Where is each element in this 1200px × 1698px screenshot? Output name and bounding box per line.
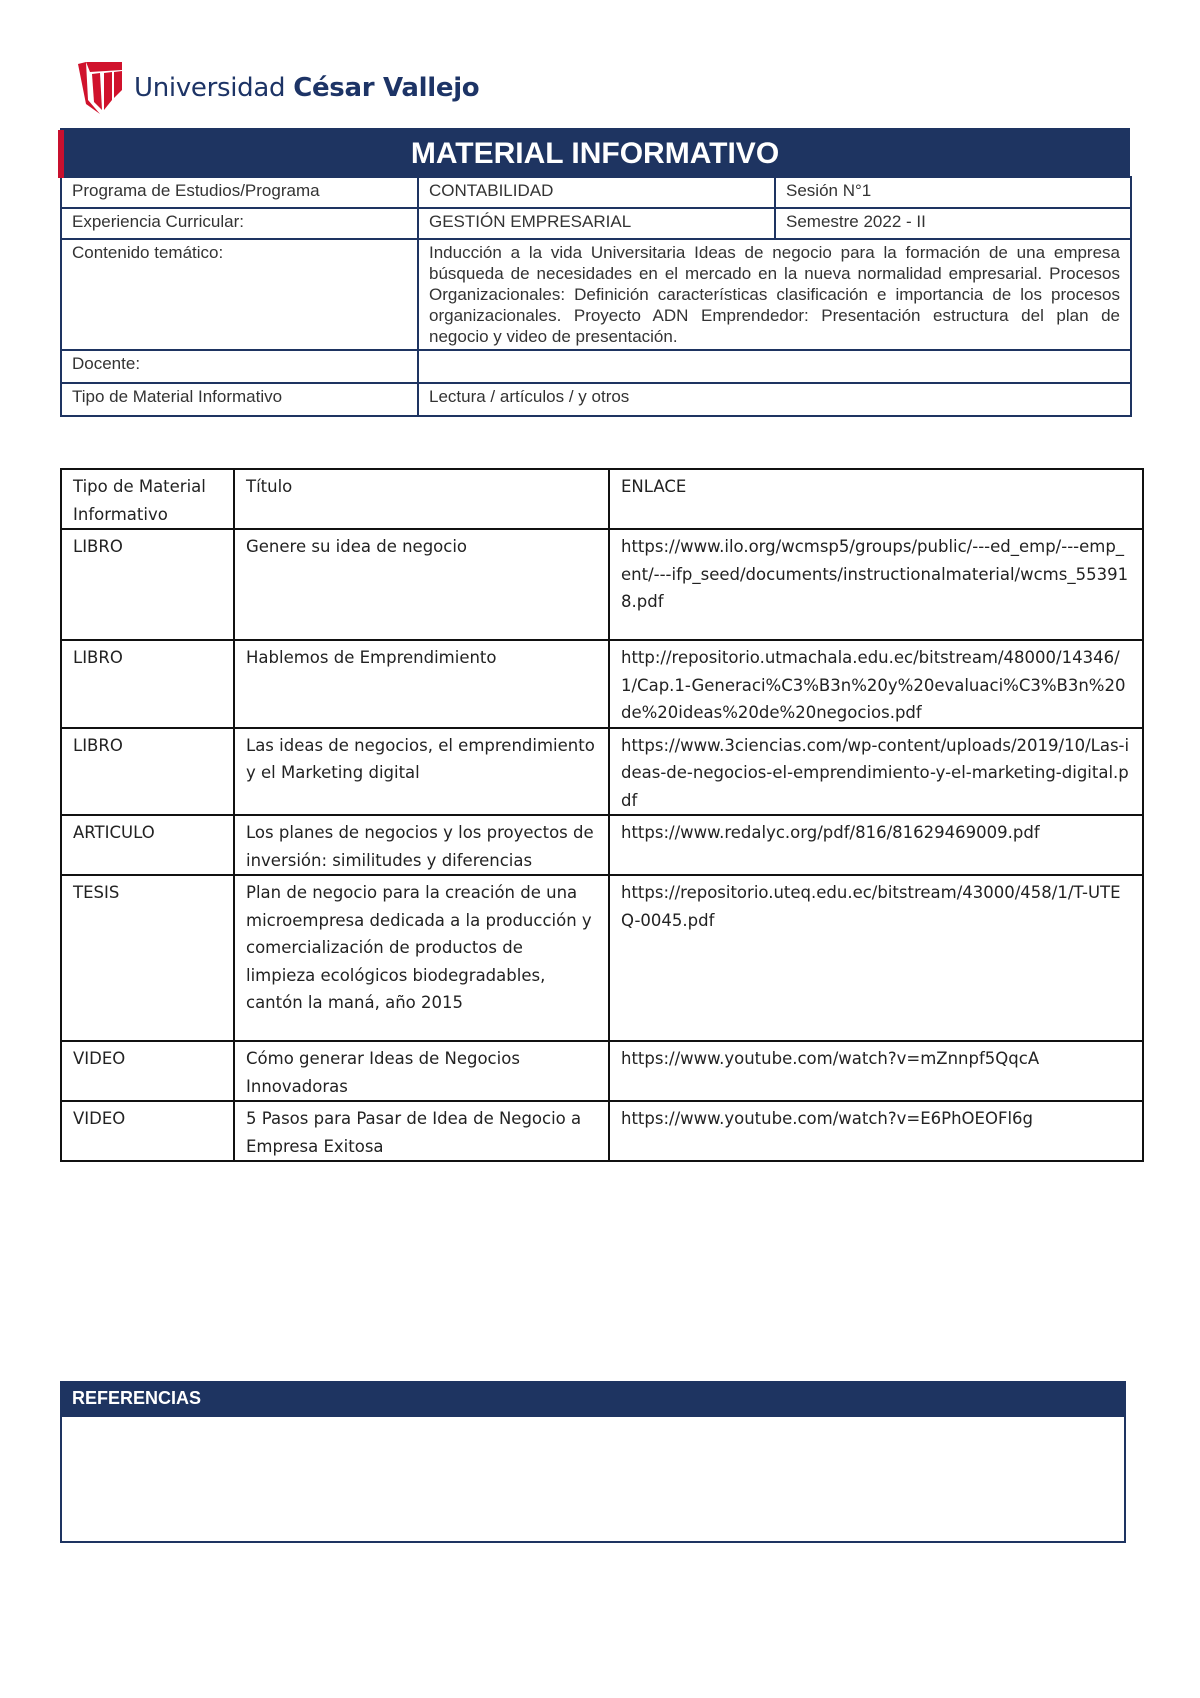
row-titulo: Las ideas de negocios, el emprendimiento y el Marketing digital [234, 728, 609, 816]
header-tipo: Tipo de Material Informativo [61, 469, 234, 529]
tipo-value: Lectura / artículos / y otros [418, 383, 1131, 416]
info-row-tipo [61, 383, 1131, 416]
contenido-label: Contenido temático: [61, 239, 418, 350]
header-titulo: Título [234, 469, 609, 529]
row-titulo: Hablemos de Emprendimiento [234, 640, 609, 728]
row-enlace-link[interactable]: https://repositorio.uteq.edu.ec/bitstream/43000/458/1/T-UTEQ-0045.pdf [609, 875, 1143, 1041]
referencias-body [60, 1415, 1126, 1543]
title-text: MATERIAL INFORMATIVO [410, 137, 780, 170]
info-table [60, 176, 1132, 417]
info-block [60, 128, 1130, 417]
experiencia-value: GESTIÓN EMPRESARIAL [418, 208, 775, 239]
row-tipo: LIBRO [61, 640, 234, 728]
row-tipo: VIDEO [61, 1101, 234, 1161]
contenido-value: Inducción a la vida Universitaria Ideas de negocio para la formación de una empresa búsqueda de necesidades en el mercado en la nueva normalidad empresarial. Procesos Organizacionales: Definición características clasificación e importancia de los procesos organizacionales. Proyecto ADN Emprendedor: Presentación estructura del plan de negocio y video de presentación. [418, 239, 1131, 350]
page-title [60, 128, 1130, 176]
row-tipo: LIBRO [61, 529, 234, 640]
row-enlace-link[interactable]: https://www.youtube.com/watch?v=mZnnpf5QqcA [609, 1041, 1143, 1101]
row-enlace-link[interactable]: https://www.ilo.org/wcmsp5/groups/public/---ed_emp/---emp_ent/---ifp_seed/documents/instructionalmaterial/wcms_553918.pdf [609, 529, 1143, 640]
row-enlace-link[interactable]: http://repositorio.utmachala.edu.ec/bitstream/48000/14346/1/Cap.1-Generaci%C3%B3n%20y%20evaluaci%C3%B3n%20de%20ideas%20de%20negocios.pdf [609, 640, 1143, 728]
docente-label: Docente: [61, 350, 418, 383]
info-row-programa [61, 177, 1131, 208]
info-row-experiencia [61, 208, 1131, 239]
row-tipo: VIDEO [61, 1041, 234, 1101]
table-row [61, 1041, 1143, 1101]
row-tipo: ARTICULO [61, 815, 234, 875]
referencias-title: REFERENCIAS [60, 1381, 1126, 1415]
row-tipo: TESIS [61, 875, 234, 1041]
table-row [61, 875, 1143, 1041]
row-titulo: Los planes de negocios y los proyectos de inversión: similitudes y diferencias [234, 815, 609, 875]
row-titulo: 5 Pasos para Pasar de Idea de Negocio a Empresa Exitosa [234, 1101, 609, 1161]
row-tipo: LIBRO [61, 728, 234, 816]
info-row-contenido [61, 239, 1131, 350]
table-row [61, 640, 1143, 728]
row-titulo: Genere su idea de negocio [234, 529, 609, 640]
info-row-docente [61, 350, 1131, 383]
row-enlace-link[interactable]: https://www.youtube.com/watch?v=E6PhOEOFl6g [609, 1101, 1143, 1161]
programa-label: Programa de Estudios/Programa [61, 177, 418, 208]
tipo-label: Tipo de Material Informativo [61, 383, 418, 416]
row-enlace-link[interactable]: https://www.redalyc.org/pdf/816/81629469009.pdf [609, 815, 1143, 875]
table-row [61, 529, 1143, 640]
table-row [61, 815, 1143, 875]
row-titulo: Plan de negocio para la creación de una microempresa dedicada a la producción y comercialización de productos de limpieza ecológicos biodegradables, cantón la maná, año 2015 [234, 875, 609, 1041]
materials-header-row [61, 469, 1143, 529]
row-enlace-link[interactable]: https://www.3ciencias.com/wp-content/uploads/2019/10/Las-ideas-de-negocios-el-emprendimiento-y-el-marketing-digital.pdf [609, 728, 1143, 816]
university-logo [76, 58, 479, 118]
table-row [61, 1101, 1143, 1161]
programa-value: CONTABILIDAD [418, 177, 775, 208]
semestre-value: Semestre 2022 - II [775, 208, 1131, 239]
experiencia-label: Experiencia Curricular: [61, 208, 418, 239]
referencias-section [60, 1381, 1126, 1543]
materials-table [60, 468, 1144, 1162]
table-row [61, 728, 1143, 816]
docente-value [418, 350, 1131, 383]
ucv-shield-icon [76, 60, 124, 116]
header-enlace: ENLACE [609, 469, 1143, 529]
sesion-value: Sesión N°1 [775, 177, 1131, 208]
logo-text: Universidad César Vallejo [134, 73, 480, 103]
title-accent-bar [58, 130, 64, 178]
row-titulo: Cómo generar Ideas de Negocios Innovadoras [234, 1041, 609, 1101]
